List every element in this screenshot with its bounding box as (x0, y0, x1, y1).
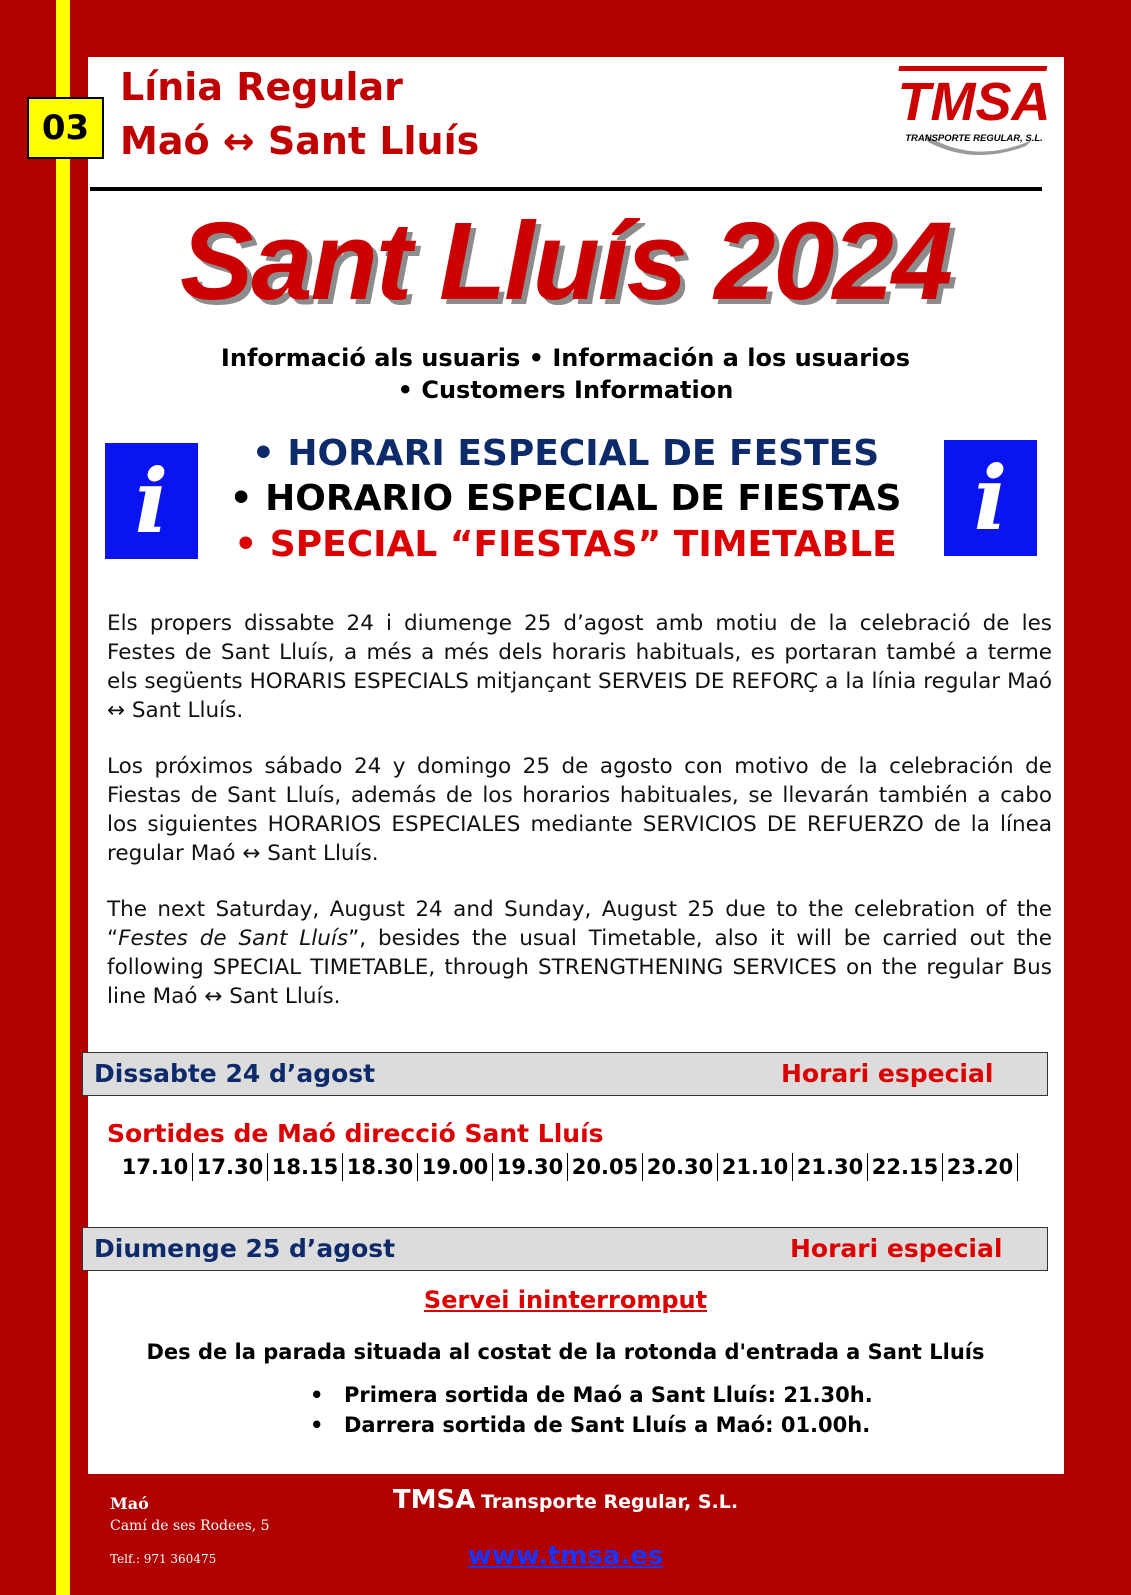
departure-time: 22.15 (868, 1153, 943, 1181)
departures-label: Sortides de Maó direcció Sant Lluís (107, 1119, 604, 1148)
customer-info-subtitle (0, 342, 1131, 406)
departure-time: 18.15 (268, 1153, 343, 1181)
departure-time: 21.10 (718, 1153, 793, 1181)
departure-time: 21.30 (793, 1153, 868, 1181)
list-item: • Darrera sortida de Sant Lluís a Maó: 01.00h. (310, 1410, 873, 1440)
special-heading-english: • SPECIAL “FIESTAS” TIMETABLE (234, 524, 897, 565)
route-title-line1: Línia Regular (120, 65, 403, 109)
departure-time: 17.30 (193, 1153, 268, 1181)
sunday-special-tag: Horari especial (790, 1234, 1003, 1263)
list-item: • Primera sortida de Maó a Sant Lluís: 21.30h. (310, 1380, 873, 1410)
sunday-day-label: Diumenge 25 d’agost (94, 1234, 396, 1263)
svg-text:TRANSPORTE REGULAR, S.L.: TRANSPORTE REGULAR, S.L. (905, 133, 1043, 144)
tmsa-logo (894, 62, 1054, 162)
footer-company-name: Transporte Regular, S.L. (480, 1491, 739, 1513)
departure-time: 23.20 (943, 1153, 1018, 1181)
uninterrupted-service-label: Servei ininterromput (423, 1286, 708, 1314)
svg-text:TMSA: TMSA (897, 72, 1051, 132)
info-icon: i (944, 440, 1037, 556)
stop-location-info: Des de la parada situada al costat de la rotonda d'entrada a Sant Lluís (146, 1340, 985, 1364)
subtitle-line2: • Customers Information (397, 376, 734, 404)
departure-time: 19.00 (418, 1153, 493, 1181)
footer-phone: Telf.: 971 360475 (110, 1552, 217, 1566)
saturday-header-bar (82, 1052, 1048, 1096)
info-icon: i (105, 443, 198, 559)
departure-time: 20.05 (568, 1153, 643, 1181)
saturday-day-label: Dissabte 24 d’agost (94, 1059, 376, 1088)
subtitle-line1: Informació als usuaris • Información a los usuarios (220, 344, 911, 372)
departure-times (118, 1153, 1018, 1181)
route-title (120, 60, 479, 168)
footer-address: Camí de ses Rodees, 5 (110, 1518, 270, 1534)
route-title-line2: Maó ↔ Sant Lluís (120, 119, 480, 163)
special-heading-catalan: • HORARI ESPECIAL DE FESTES (251, 433, 880, 474)
header-divider (90, 187, 1042, 191)
main-title: Sant Lluís 2024 (180, 200, 951, 323)
footer-company (0, 1484, 1131, 1519)
paragraph-spanish: Los próximos sábado 24 y domingo 25 de agosto con motivo de la celebración de Fiestas de Sant Lluís, además de los horarios habituales, se llevarán también a cabo los siguientes HORARIOS ESPECIALES mediante SERVICIOS DE REFUERZO de la línea regular Maó ↔ Sant Lluís. (107, 754, 1052, 866)
website-link[interactable]: www.tmsa.es (467, 1541, 664, 1571)
saturday-special-tag: Horari especial (781, 1059, 994, 1088)
departure-time: 19.30 (493, 1153, 568, 1181)
sunday-departures-list (310, 1380, 873, 1440)
departure-time: 20.30 (643, 1153, 718, 1181)
line-number-badge: 03 (27, 97, 104, 159)
special-heading-spanish: • HORARIO ESPECIAL DE FIESTAS (229, 478, 902, 519)
sunday-header-bar (82, 1227, 1048, 1271)
paragraph-catalan: Els propers dissabte 24 i diumenge 25 d’agost amb motiu de la celebració de les Festes de Sant Lluís, a més a més dels horaris habituals, es portaran també a terme els següents HORARIS ESPECIALS mitjançant SERVEIS DE REFORÇ a la línia regular Maó ↔ Sant Lluís. (107, 611, 1052, 723)
footer-city: Maó (110, 1494, 149, 1513)
departure-time: 18.30 (343, 1153, 418, 1181)
footer-company-brand: TMSA (392, 1485, 476, 1515)
paragraph-english: The next Saturday, August 24 and Sunday, August 25 due to the celebration of the “Festes de Sant Lluís”, besides the usual Timetable, also it will be carried out the following SPECIAL TIMETABLE, through STRENGTHENING SERVICES on the regular Bus line Maó ↔ Sant Lluís. (107, 897, 1052, 1009)
departure-time: 17.10 (118, 1153, 193, 1181)
